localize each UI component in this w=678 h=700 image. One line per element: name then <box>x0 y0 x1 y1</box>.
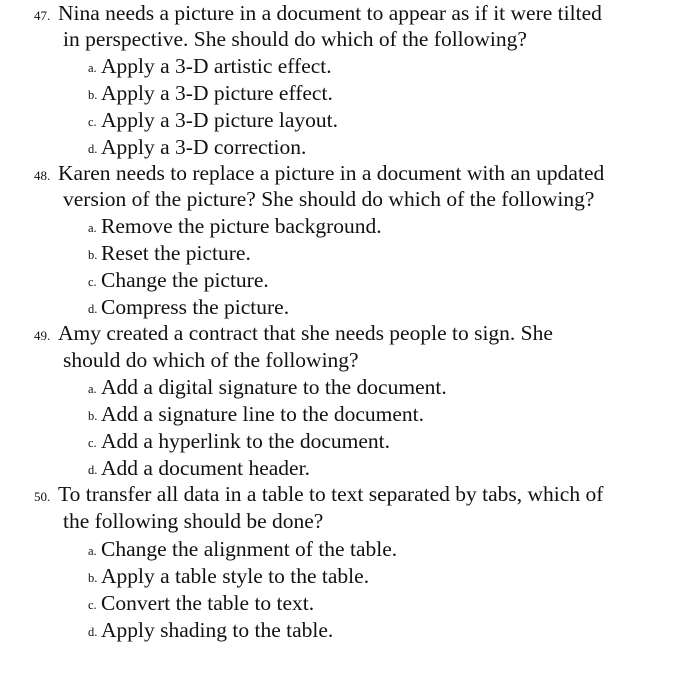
question-text-continued: the following should be done? <box>63 509 324 533</box>
option-letter: b. <box>88 409 98 423</box>
option-text: Add a hyperlink to the document. <box>101 429 390 453</box>
option-49-b <box>0 401 678 428</box>
option-text: Add a document header. <box>101 456 310 480</box>
option-letter: c. <box>88 275 97 289</box>
question-47-line-2 <box>0 26 678 53</box>
option-text: Apply a 3-D artistic effect. <box>101 54 332 78</box>
option-letter: d. <box>88 302 98 316</box>
option-text: Remove the picture background. <box>101 214 382 238</box>
option-48-a <box>0 213 678 240</box>
option-letter: c. <box>88 115 97 129</box>
option-49-c <box>0 428 678 455</box>
question-50-line-2 <box>0 508 678 535</box>
question-text-continued: in perspective. She should do which of the following? <box>63 27 527 51</box>
option-47-a <box>0 53 678 80</box>
option-letter: a. <box>88 382 97 396</box>
option-49-a <box>0 374 678 401</box>
option-50-b <box>0 563 678 590</box>
option-48-b <box>0 240 678 267</box>
question-text: Karen needs to replace a picture in a document with an updated <box>58 161 605 185</box>
question-text-continued: version of the picture? She should do which of the following? <box>63 187 595 211</box>
option-letter: d. <box>88 625 98 639</box>
question-50-line-1 <box>0 481 678 508</box>
option-47-c <box>0 107 678 134</box>
option-text: Reset the picture. <box>101 241 251 265</box>
option-49-d <box>0 455 678 482</box>
option-text: Apply a table style to the table. <box>101 564 370 588</box>
option-50-c <box>0 590 678 617</box>
option-text: Add a digital signature to the document. <box>101 375 447 399</box>
option-letter: a. <box>88 221 97 235</box>
option-50-a <box>0 536 678 563</box>
option-text: Change the alignment of the table. <box>101 537 398 561</box>
question-text: To transfer all data in a table to text separated by tabs, which of <box>58 482 604 506</box>
question-48-line-1 <box>0 160 678 187</box>
option-letter: d. <box>88 142 98 156</box>
question-number: 50. <box>34 489 51 504</box>
option-text: Apply shading to the table. <box>101 618 334 642</box>
option-letter: b. <box>88 88 98 102</box>
question-text: Nina needs a picture in a document to appear as if it were tilted <box>58 1 602 25</box>
question-number: 49. <box>34 328 51 343</box>
question-text-continued: should do which of the following? <box>63 348 359 372</box>
option-text: Convert the table to text. <box>101 591 315 615</box>
question-47-line-1 <box>0 0 678 27</box>
option-letter: c. <box>88 436 97 450</box>
option-text: Change the picture. <box>101 268 269 292</box>
option-letter: d. <box>88 463 98 477</box>
question-number: 47. <box>34 8 51 23</box>
option-text: Apply a 3-D picture effect. <box>101 81 333 105</box>
option-48-c <box>0 267 678 294</box>
option-48-d <box>0 294 678 321</box>
option-50-d <box>0 617 678 644</box>
question-49-line-2 <box>0 347 678 374</box>
question-48-line-2 <box>0 186 678 213</box>
option-letter: b. <box>88 248 98 262</box>
option-letter: c. <box>88 598 97 612</box>
question-number: 48. <box>34 168 51 183</box>
question-49-line-1 <box>0 320 678 347</box>
option-text: Add a signature line to the document. <box>101 402 425 426</box>
option-text: Apply a 3-D correction. <box>101 135 307 159</box>
option-text: Apply a 3-D picture layout. <box>101 108 339 132</box>
option-letter: a. <box>88 544 97 558</box>
option-letter: b. <box>88 571 98 585</box>
option-text: Compress the picture. <box>101 295 290 319</box>
option-letter: a. <box>88 61 97 75</box>
option-47-b <box>0 80 678 107</box>
question-text: Amy created a contract that she needs people to sign. She <box>58 321 553 345</box>
option-47-d <box>0 134 678 161</box>
